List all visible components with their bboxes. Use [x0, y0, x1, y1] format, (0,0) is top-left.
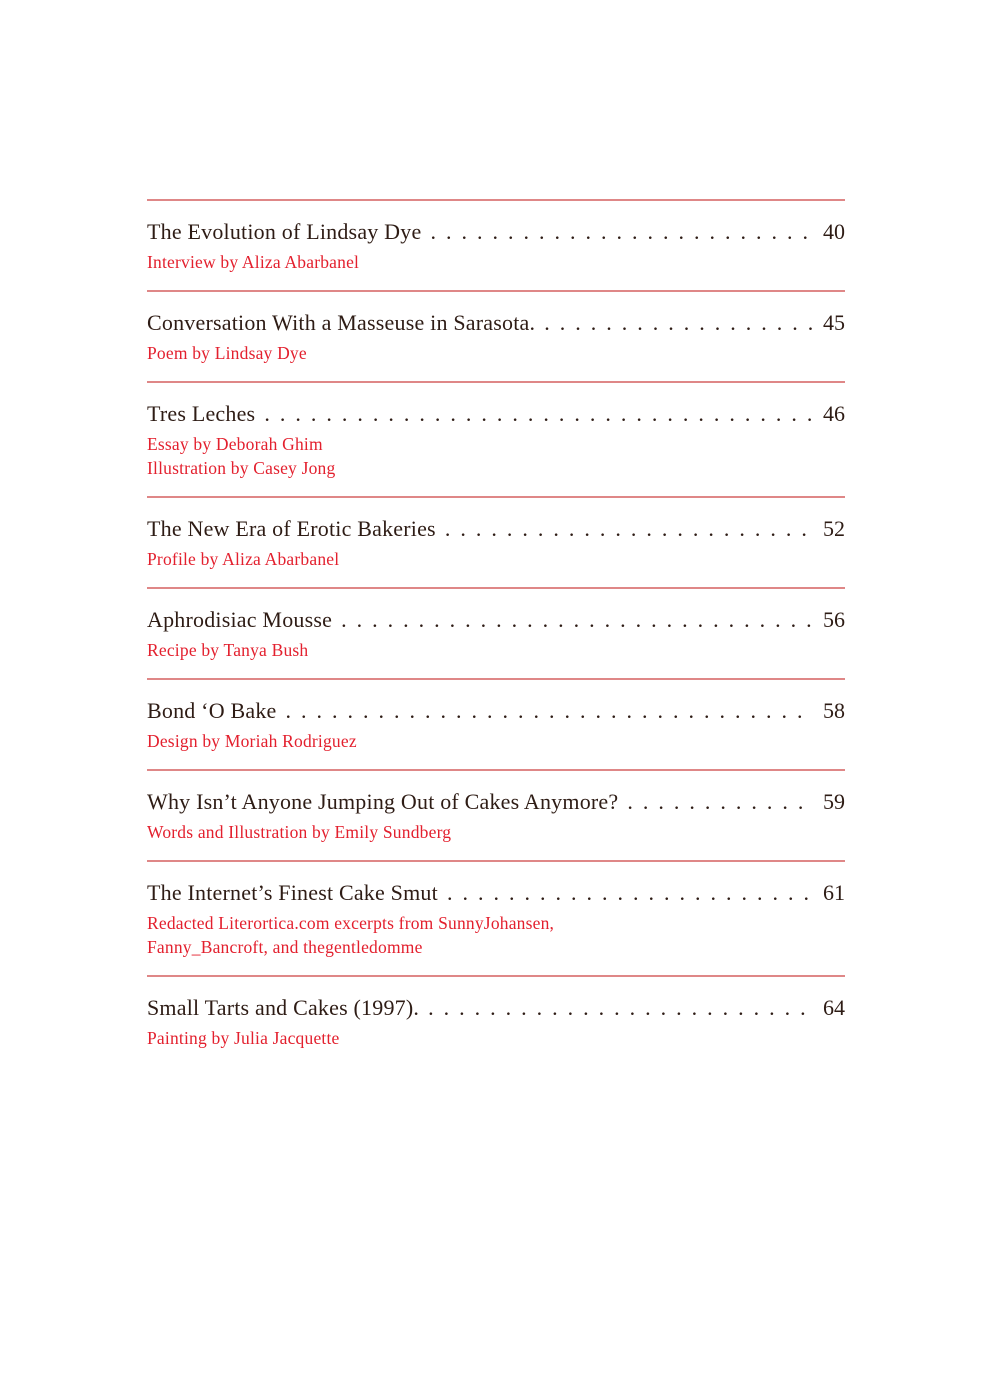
toc-list	[147, 199, 845, 1066]
dot-leader	[430, 219, 813, 245]
entry-page-number: 59	[823, 789, 845, 814]
entry-title: Tres Leches	[147, 401, 256, 426]
separator-rule	[147, 496, 845, 498]
entry-page-number: 52	[823, 516, 845, 541]
entry-title-row	[147, 216, 845, 247]
separator-rule	[147, 769, 845, 771]
toc-entry	[147, 496, 845, 587]
entry-title-row	[147, 992, 845, 1023]
entry-page-number: 61	[823, 880, 845, 905]
entry-credits	[147, 729, 845, 753]
entry-credits	[147, 820, 845, 844]
entry-credits	[147, 547, 845, 571]
credit-line: Essay by Deborah Ghim	[147, 434, 323, 454]
credit-line: Interview by Aliza Abarbanel	[147, 252, 360, 272]
credit-line: Fanny_Bancroft, and thegentledomme	[147, 937, 423, 957]
entry-title: The Evolution of Lindsay Dye	[147, 219, 422, 244]
entry-credits	[147, 341, 845, 365]
toc-entry	[147, 975, 845, 1066]
toc-entry	[147, 860, 845, 975]
separator-rule	[147, 678, 845, 680]
entry-page-number: 40	[823, 219, 845, 244]
credit-line: Words and Illustration by Emily Sundberg	[147, 822, 452, 842]
dot-leader	[544, 310, 813, 336]
separator-rule	[147, 860, 845, 862]
separator-rule	[147, 199, 845, 201]
entry-page-number: 45	[823, 310, 845, 335]
separator-rule	[147, 381, 845, 383]
dot-leader	[264, 401, 813, 427]
dot-leader	[341, 607, 813, 633]
entry-page-number: 46	[823, 401, 845, 426]
dot-leader	[445, 516, 813, 542]
entry-title: The Internet’s Finest Cake Smut	[147, 880, 438, 905]
toc-entry	[147, 290, 845, 381]
credit-line: Illustration by Casey Jong	[147, 458, 336, 478]
entry-page-number: 58	[823, 698, 845, 723]
credit-line: Design by Moriah Rodriguez	[147, 731, 357, 751]
dot-leader	[447, 880, 813, 906]
entry-title: The New Era of Erotic Bakeries	[147, 516, 436, 541]
entry-credits	[147, 911, 845, 959]
toc-entry	[147, 769, 845, 860]
entry-credits	[147, 250, 845, 274]
entry-page-number: 56	[823, 607, 845, 632]
entry-title-row	[147, 604, 845, 635]
entry-title-row	[147, 877, 845, 908]
toc-entry	[147, 678, 845, 769]
entry-title-row	[147, 513, 845, 544]
separator-rule	[147, 587, 845, 589]
dot-leader	[286, 698, 814, 724]
separator-rule	[147, 290, 845, 292]
entry-credits	[147, 432, 845, 480]
entry-title-row	[147, 307, 845, 338]
entry-title-row	[147, 786, 845, 817]
toc-entry	[147, 199, 845, 290]
entry-title: Small Tarts and Cakes (1997).	[147, 995, 420, 1020]
entry-credits	[147, 638, 845, 662]
entry-title: Aphrodisiac Mousse	[147, 607, 333, 632]
credit-line: Profile by Aliza Abarbanel	[147, 549, 340, 569]
entry-page-number: 64	[823, 995, 845, 1020]
entry-credits	[147, 1026, 845, 1050]
credit-line: Painting by Julia Jacquette	[147, 1028, 340, 1048]
entry-title: Why Isn’t Anyone Jumping Out of Cakes Anymore?	[147, 789, 619, 814]
dot-leader	[627, 789, 813, 815]
credit-line: Redacted Literortica.com excerpts from SunnyJohansen,	[147, 913, 555, 933]
toc-entry	[147, 381, 845, 496]
entry-title: Bond ‘O Bake	[147, 698, 277, 723]
toc-entry	[147, 587, 845, 678]
entry-title-row	[147, 695, 845, 726]
credit-line: Recipe by Tanya Bush	[147, 640, 309, 660]
separator-rule	[147, 975, 845, 977]
entry-title: Conversation With a Masseuse in Sarasota.	[147, 310, 536, 335]
entry-title-row	[147, 398, 845, 429]
credit-line: Poem by Lindsay Dye	[147, 343, 307, 363]
dot-leader	[428, 995, 813, 1021]
